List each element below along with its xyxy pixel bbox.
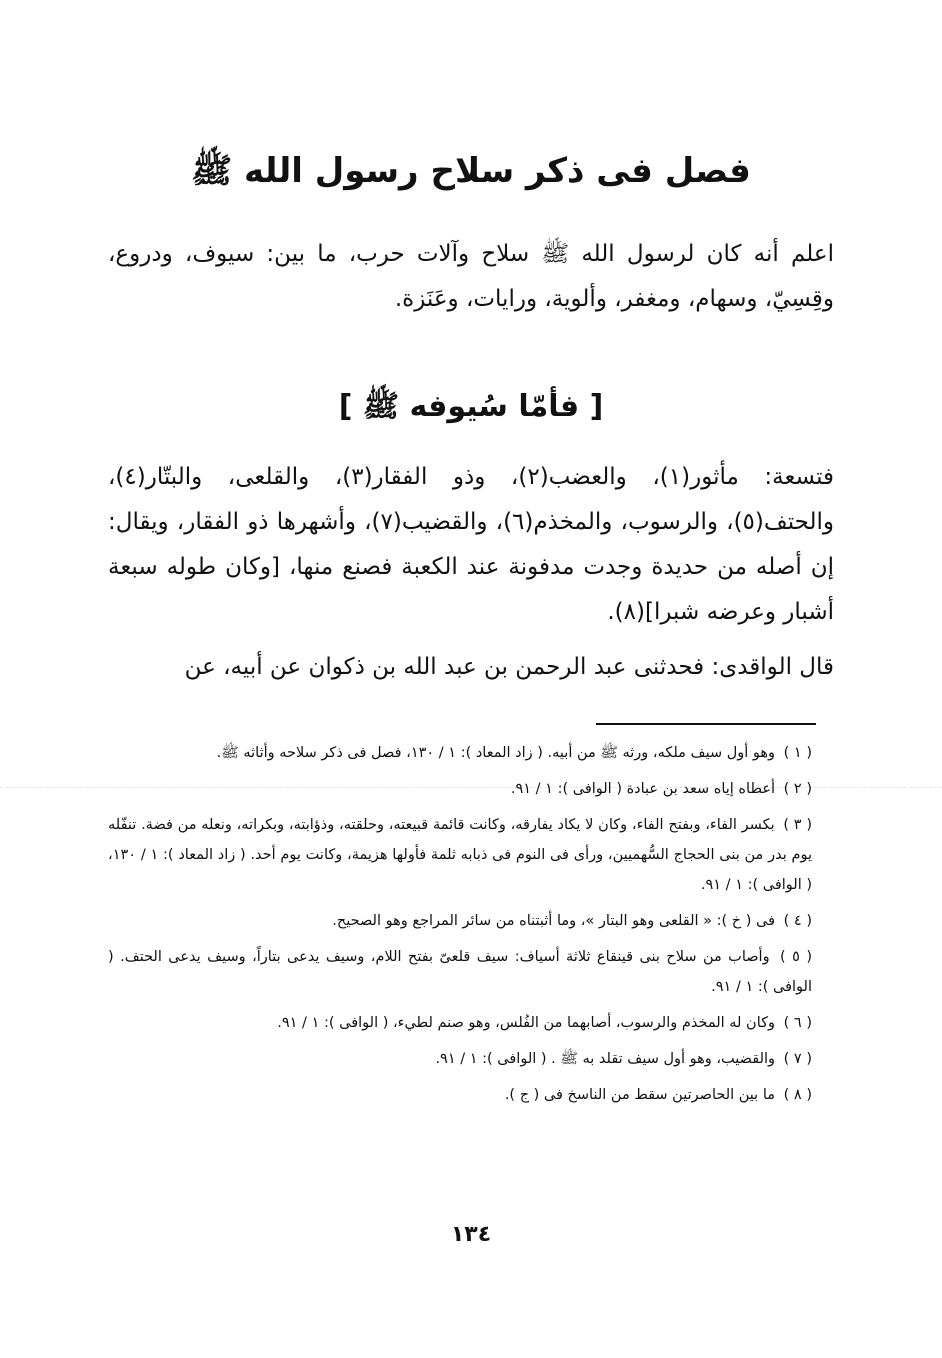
footnote-number: ( ٨ ) — [783, 1087, 812, 1103]
footnotes — [108, 738, 812, 1116]
waqidi-text: قال الواقدى: فحدثنى عبد الرحمن بن عبد الله بن ذكوان عن أبيه، عن — [184, 654, 834, 680]
footnote-text: وأصاب من سلاح بنى قينقاع ثلاثة أسياف: سيف قلعىّ بفتح اللام، وسيف يدعى بتاراً، وسيف يدعى الحتف. ( الوافى ): ١ / ٩١. — [108, 949, 812, 995]
intro-text: اعلم أنه كان لرسول الله ﷺ سلاح وآلات حرب، ما بين: سيوف، ودروع، وقِسِيّ، وسهام، ومغفر، وألوية، ورايات، وعَنَزة. — [108, 241, 834, 312]
footnote-number: ( ٦ ) — [783, 1015, 812, 1031]
footnote-number: ( ٥ ) — [780, 949, 813, 965]
footnote-text: أعطاه إياه سعد بن عبادة ( الوافى ): ١ / ٩١. — [510, 781, 776, 797]
footnote-5 — [108, 942, 812, 1002]
intro-paragraph — [108, 232, 834, 322]
swords-text: فتسعة: مأثور(١)، والعضب(٢)، وذو الفقار(٣)، والقلعى، والبتّار(٤)، والحتف(٥)، والرسوب، والمخذم(٦)، والقضيب(٧)، وأشهرها ذو الفقار، ويقال: إن أصله من حديدة وجدت مدفونة عند الكعبة فصنع منها، [وكان طوله سبعة أشبار وعرضه شبرا](٨). — [108, 464, 835, 625]
footnote-text: والقضيب، وهو أول سيف تقلد به ﷺ . ( الوافى ): ١ / ٩١. — [435, 1051, 776, 1067]
footnote-number: ( ٤ ) — [783, 913, 812, 929]
footnote-8 — [108, 1080, 812, 1110]
footnote-2 — [108, 774, 812, 804]
footnote-6 — [108, 1008, 812, 1038]
footnote-number: ( ٣ ) — [783, 817, 812, 833]
footnote-separator — [596, 723, 816, 725]
swords-paragraph — [108, 455, 834, 635]
waqidi-paragraph — [108, 645, 834, 690]
footnote-number: ( ١ ) — [783, 745, 812, 761]
footnote-4 — [108, 906, 812, 936]
footnote-7 — [108, 1044, 812, 1074]
footnote-text: ما بين الحاصرتين سقط من الناسخ فى ( ج ). — [504, 1087, 776, 1103]
footnote-number: ( ٢ ) — [783, 781, 812, 797]
chapter-title: فصل فى ذكر سلاح رسول الله ﷺ — [191, 151, 751, 191]
footnote-number: ( ٧ ) — [783, 1051, 812, 1067]
footnote-text: وكان له المخذم والرسوب، أصابهما من الفُلس، وهو صنم لطيء، ( الوافى ): ١ / ٩١. — [277, 1015, 776, 1031]
footnote-text: بكسر الفاء، وبفتح الفاء، وكان لا يكاد يفارقه، وكانت قائمة قبيعته، وحلقته، وذؤابته، وبكراته، ونعله من فضة. تنفّله يوم بدر من بنى الحجاج السُّهميين، ورأى فى النوم فى ذبابه ثلمة فأولها هزيمة، وكانت يوم أحد. ( زاد المعاد ): ١ / ١٣٠، ( الوافى ): ١ / ٩١. — [108, 817, 812, 893]
footnote-text: وهو أول سيف ملكه، ورثه ﷺ من أبيه. ( زاد المعاد ): ١ / ١٣٠، فصل فى ذكر سلاحه وأثاثه ﷺ. — [216, 745, 776, 761]
footnote-1 — [108, 738, 812, 768]
footnote-text: فى ( خ ): « القلعى وهو البتار »، وما أثبتناه من سائر المراجع وهو الصحيح. — [332, 913, 776, 929]
section-title: [ فأمّا سُيوفه ﷺ ] — [338, 389, 604, 424]
page-number: ١٣٤ — [450, 1222, 492, 1247]
footnote-3 — [108, 810, 812, 900]
